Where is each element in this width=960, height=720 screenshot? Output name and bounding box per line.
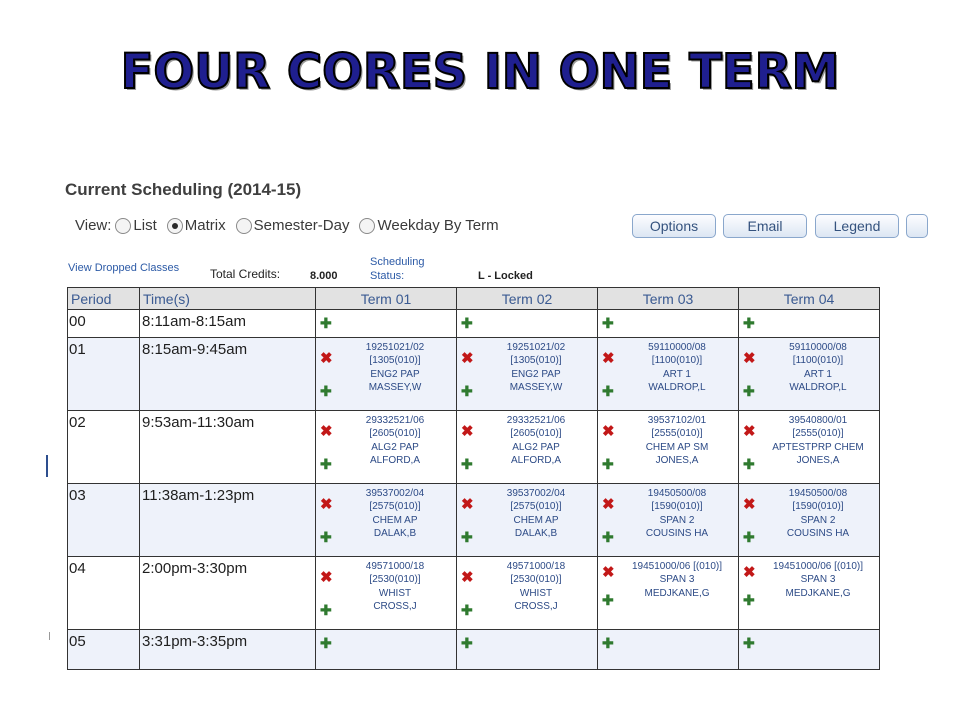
course-line: DALAK,B [373,528,417,540]
green-plus-icon[interactable]: ✚ [602,315,614,331]
table-row [68,310,880,338]
course-line: [1100(010)] [792,355,844,367]
course-line: ENG2 PAP [511,368,561,380]
course-info[interactable] [477,414,595,468]
course-line: 29332521/06 [506,415,566,426]
scheduling-panel [55,170,912,651]
term-cell [598,630,739,670]
course-line: 59110000/08 [648,342,706,353]
time-cell: 9:53am-11:30am [140,411,316,484]
green-plus-icon[interactable]: ✚ [461,529,473,545]
course-line: SPAN 3 [659,574,695,586]
view-option-label: Weekday By Term [377,217,499,234]
view-option-list[interactable] [115,217,156,234]
course-line: [1590(010)] [651,501,703,513]
column-header: Term 03 [598,288,739,310]
course-line: 49571000/18 [365,561,425,572]
term-cell [316,484,457,557]
green-plus-icon[interactable]: ✚ [743,315,755,331]
edge-marker [46,455,48,477]
green-plus-icon[interactable]: ✚ [743,383,755,399]
view-label: View: [75,217,112,234]
course-line: [2530(010)] [510,574,562,586]
course-line: 19451000/06 [(010)] [772,561,864,572]
course-line: [2530(010)] [369,574,421,586]
green-plus-icon[interactable]: ✚ [461,602,473,618]
green-plus-icon[interactable]: ✚ [320,383,332,399]
term-cell [598,557,739,630]
course-line: ALFORD,A [369,455,420,467]
course-line: 19251021/02 [506,342,566,353]
green-plus-icon[interactable]: ✚ [320,456,332,472]
term-cell [316,310,457,338]
red-x-icon[interactable]: ✖ [461,423,474,440]
course-line: 19251021/02 [365,342,425,353]
green-plus-icon[interactable]: ✚ [461,315,473,331]
course-line: 39540800/01 [788,415,848,426]
green-plus-icon[interactable]: ✚ [320,315,332,331]
radio-list[interactable] [115,218,131,234]
status-label-line2: Status: [370,270,405,282]
course-line: 39537002/04 [506,488,566,499]
green-plus-icon[interactable]: ✚ [743,635,755,651]
term-cell [316,630,457,670]
course-line: DALAK,B [514,528,558,540]
course-line: SPAN 2 [659,514,695,526]
header-row [68,288,880,310]
email-button[interactable]: Email [723,214,807,238]
course-info[interactable] [336,414,454,468]
course-info[interactable] [618,414,736,468]
red-x-icon[interactable]: ✖ [320,569,333,586]
period-cell: 03 [68,484,140,557]
course-line: SPAN 3 [800,574,836,586]
course-line: MEDJKANE,G [644,587,710,599]
course-line: SPAN 2 [800,514,836,526]
course-line: [2555(010)] [651,428,703,440]
column-header: Term 04 [739,288,880,310]
view-dropped-classes-link[interactable]: View Dropped Classes [68,262,180,274]
schedule-matrix [67,287,880,670]
term-cell [316,338,457,411]
course-line: ART 1 [804,368,832,380]
course-info[interactable] [759,560,877,600]
green-plus-icon[interactable]: ✚ [602,635,614,651]
course-line: MASSEY,W [368,382,422,394]
term-cell [316,557,457,630]
view-option-label: Matrix [184,217,226,234]
course-line: [1100(010)] [651,355,703,367]
period-cell: 01 [68,338,140,411]
table-row [68,484,880,557]
edge-marker-lower [49,632,50,640]
view-option-weekday-by-term[interactable] [359,217,498,234]
term-cell [739,338,880,411]
time-cell: 8:11am-8:15am [140,310,316,338]
more-button[interactable] [906,214,928,238]
panel-title: Current Scheduling (2014-15) [65,180,302,199]
view-option-matrix[interactable] [167,217,226,234]
course-line: WALDROP,L [789,382,847,394]
course-line: 19450500/08 [647,488,707,499]
options-button[interactable]: Options [632,214,716,238]
course-line: APTESTPRP CHEM [772,441,864,453]
green-plus-icon[interactable]: ✚ [602,592,614,608]
green-plus-icon[interactable]: ✚ [602,383,614,399]
course-line: 49571000/18 [506,561,566,572]
red-x-icon[interactable]: ✖ [743,564,756,581]
period-cell: 04 [68,557,140,630]
red-x-icon[interactable]: ✖ [743,496,756,513]
course-line: WHIST [378,587,412,599]
radio-weekday-by-term[interactable] [359,218,375,234]
period-cell: 02 [68,411,140,484]
red-x-icon[interactable]: ✖ [320,350,333,367]
radio-matrix[interactable] [167,218,183,234]
green-plus-icon[interactable]: ✚ [320,529,332,545]
course-line: 39537102/01 [647,415,707,426]
course-line: CROSS,J [373,601,417,613]
course-line: MEDJKANE,G [785,587,851,599]
course-line: CHEM AP [513,514,559,526]
course-line: [2555(010)] [792,428,844,440]
view-selector [75,217,499,234]
course-info[interactable] [759,414,877,468]
term-cell [598,310,739,338]
green-plus-icon[interactable]: ✚ [743,592,755,608]
course-line: MASSEY,W [509,382,563,394]
term-cell [598,338,739,411]
course-line: CHEM AP SM [645,441,709,453]
course-info[interactable] [618,487,736,541]
course-line: [2605(010)] [510,428,562,440]
course-line: 19450500/08 [788,488,848,499]
term-cell [739,630,880,670]
course-line: WALDROP,L [648,382,706,394]
term-cell [598,411,739,484]
red-x-icon[interactable]: ✖ [602,564,615,581]
red-x-icon[interactable]: ✖ [602,350,615,367]
term-cell [598,484,739,557]
red-x-icon[interactable]: ✖ [602,423,615,440]
green-plus-icon[interactable]: ✚ [320,635,332,651]
red-x-icon[interactable]: ✖ [320,423,333,440]
red-x-icon[interactable]: ✖ [461,350,474,367]
term-cell [457,630,598,670]
course-line: [1305(010)] [510,355,562,367]
red-x-icon[interactable]: ✖ [602,496,615,513]
table-row [68,630,880,670]
green-plus-icon[interactable]: ✚ [743,456,755,472]
course-line: 59110000/08 [789,342,847,353]
time-cell: 2:00pm-3:30pm [140,557,316,630]
course-line: [2575(010)] [510,501,562,513]
course-line: [2575(010)] [369,501,421,513]
red-x-icon[interactable]: ✖ [461,569,474,586]
course-info[interactable] [336,341,454,395]
course-line: ART 1 [663,368,691,380]
term-cell [739,484,880,557]
total-credits-value: 8.000 [310,270,338,282]
green-plus-icon[interactable]: ✚ [602,456,614,472]
course-info[interactable] [336,560,454,614]
period-cell: 05 [68,630,140,670]
course-line: CHEM AP [372,514,418,526]
table-row [68,411,880,484]
legend-button[interactable]: Legend [815,214,899,238]
course-line: JONES,A [796,455,840,467]
term-cell [316,411,457,484]
course-info[interactable] [477,560,595,614]
course-line: COUSINS HA [786,528,850,540]
course-info[interactable] [618,560,736,600]
column-header: Term 02 [457,288,598,310]
red-x-icon[interactable]: ✖ [743,423,756,440]
slide-title: FOUR CORES IN ONE TERM [120,44,840,100]
course-line: ALG2 PAP [371,441,419,453]
course-line: 29332521/06 [365,415,425,426]
period-cell: 00 [68,310,140,338]
view-option-semester-day[interactable] [236,217,350,234]
column-header: Term 01 [316,288,457,310]
term-cell [739,557,880,630]
course-line: [1590(010)] [792,501,844,513]
course-line: ALG2 PAP [512,441,560,453]
green-plus-icon[interactable]: ✚ [602,529,614,545]
column-header: Time(s) [140,288,316,310]
time-cell: 8:15am-9:45am [140,338,316,411]
term-cell [739,411,880,484]
course-info[interactable] [759,341,877,395]
green-plus-icon[interactable]: ✚ [461,456,473,472]
scheduling-status-value: L - Locked [478,270,533,282]
course-info[interactable] [336,487,454,541]
course-info[interactable] [618,341,736,395]
table-row [68,557,880,630]
red-x-icon[interactable]: ✖ [320,496,333,513]
course-line: COUSINS HA [645,528,709,540]
course-line: ALFORD,A [510,455,561,467]
term-cell [457,557,598,630]
view-option-label: Semester-Day [253,217,350,234]
status-label-line1: Scheduling [370,256,425,268]
view-option-label: List [133,217,157,234]
course-line: WHIST [519,587,553,599]
course-line: [2605(010)] [369,428,421,440]
term-cell [457,338,598,411]
time-cell: 3:31pm-3:35pm [140,630,316,670]
term-cell [457,484,598,557]
scheduling-status-label [370,255,424,283]
green-plus-icon[interactable]: ✚ [320,602,332,618]
term-cell [739,310,880,338]
term-cell [457,411,598,484]
course-info[interactable] [477,487,595,541]
course-line: CROSS,J [514,601,558,613]
course-line: ENG2 PAP [370,368,420,380]
green-plus-icon[interactable]: ✚ [461,635,473,651]
column-header: Period [68,288,140,310]
red-x-icon[interactable]: ✖ [461,496,474,513]
course-line: 19451000/06 [(010)] [631,561,723,572]
term-cell [457,310,598,338]
course-info[interactable] [759,487,877,541]
radio-semester-day[interactable] [236,218,252,234]
course-line: JONES,A [655,455,699,467]
course-info[interactable] [477,341,595,395]
course-line: 39537002/04 [365,488,425,499]
time-cell: 11:38am-1:23pm [140,484,316,557]
red-x-icon[interactable]: ✖ [743,350,756,367]
green-plus-icon[interactable]: ✚ [461,383,473,399]
total-credits-label: Total Credits: [210,267,281,281]
green-plus-icon[interactable]: ✚ [743,529,755,545]
course-line: [1305(010)] [369,355,421,367]
table-row [68,338,880,411]
